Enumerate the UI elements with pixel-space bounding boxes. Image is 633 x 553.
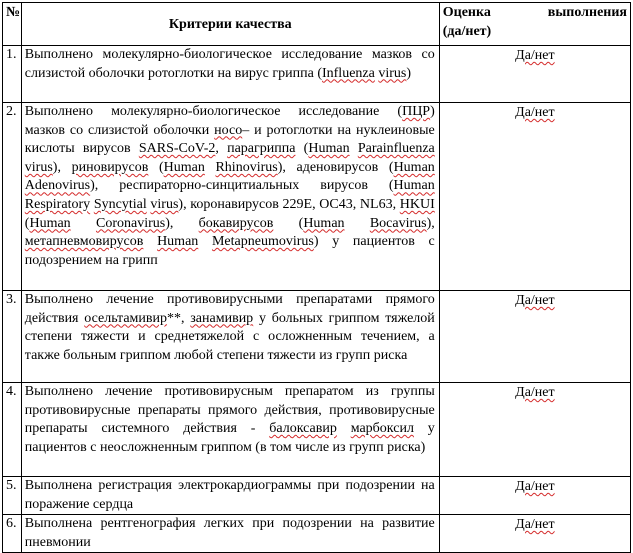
table-row bbox=[3, 46, 631, 103]
table-header-row bbox=[3, 3, 631, 46]
row-number: 1. bbox=[3, 46, 22, 103]
row-number: 4. bbox=[3, 383, 22, 477]
header-number: № bbox=[3, 3, 22, 46]
row-grade: Да/нет bbox=[439, 515, 630, 553]
row-number: 6. bbox=[3, 515, 22, 553]
row-grade: Да/нет bbox=[439, 383, 630, 477]
row-criterion: Выполнено молекулярно-биологическое исследование мазков со слизистой оболочки ротоглотки на вирус гриппа (Influenza virus) bbox=[21, 46, 439, 103]
table-row bbox=[3, 477, 631, 515]
row-grade: Да/нет bbox=[439, 103, 630, 291]
row-criterion: Выполнено молекулярно-биологическое исследование (ПЦР) мазков со слизистой оболочки носо– и ротоглотки на нуклеиновые кислоты вирусов SARS-CoV-2, парагриппа (Human Parainfluenza virus), риновирусов (Human Rhinovirus), аденовирусов (Human Adenovirus), респираторно-синцитиальных вирусов (Human Respiratory Syncytial virus), коронавирусов 229E, OC43, NL63, HKUI (Human Coronavirus), бокавирусов (Human Bocavirus), метапневмовирусов Human Metapneumovirus) у пациентов с подозрением на грипп bbox=[21, 103, 439, 291]
quality-criteria-table bbox=[2, 2, 631, 553]
header-grade-word2: выполнения bbox=[547, 5, 627, 20]
header-grade-line2: (да/нет) bbox=[442, 23, 492, 39]
table-row bbox=[3, 383, 631, 477]
header-grade-word1: Оценка bbox=[442, 5, 491, 20]
row-grade: Да/нет bbox=[439, 291, 630, 383]
row-criterion: Выполнена регистрация электрокардиограммы при подозрении на поражение сердца bbox=[21, 477, 439, 515]
row-criterion: Выполнено лечение противовирусными препаратами прямого действия осельтамивир**, занамивир у больных гриппом тяжелой степени тяжести и среднетяжелой с осложненным течением, а также больным гриппом любой степени тяжести из групп риска bbox=[21, 291, 439, 383]
row-number: 2. bbox=[3, 103, 22, 291]
row-number: 3. bbox=[3, 291, 22, 383]
table-row bbox=[3, 515, 631, 553]
table-row bbox=[3, 291, 631, 383]
row-grade: Да/нет bbox=[439, 477, 630, 515]
header-criteria: Критерии качества bbox=[21, 3, 439, 46]
header-grade bbox=[439, 3, 630, 46]
row-number: 5. bbox=[3, 477, 22, 515]
table-row bbox=[3, 103, 631, 291]
row-criterion: Выполнено лечение противовирусным препаратом из группы противовирусные препараты прямого действия, противовирусные препараты системного действия - балоксавир марбоксил у пациентов с неосложненным гриппом (в том числе из групп риска) bbox=[21, 383, 439, 477]
row-criterion: Выполнена рентгенография легких при подозрении на развитие пневмонии bbox=[21, 515, 439, 553]
row-grade: Да/нет bbox=[439, 46, 630, 103]
